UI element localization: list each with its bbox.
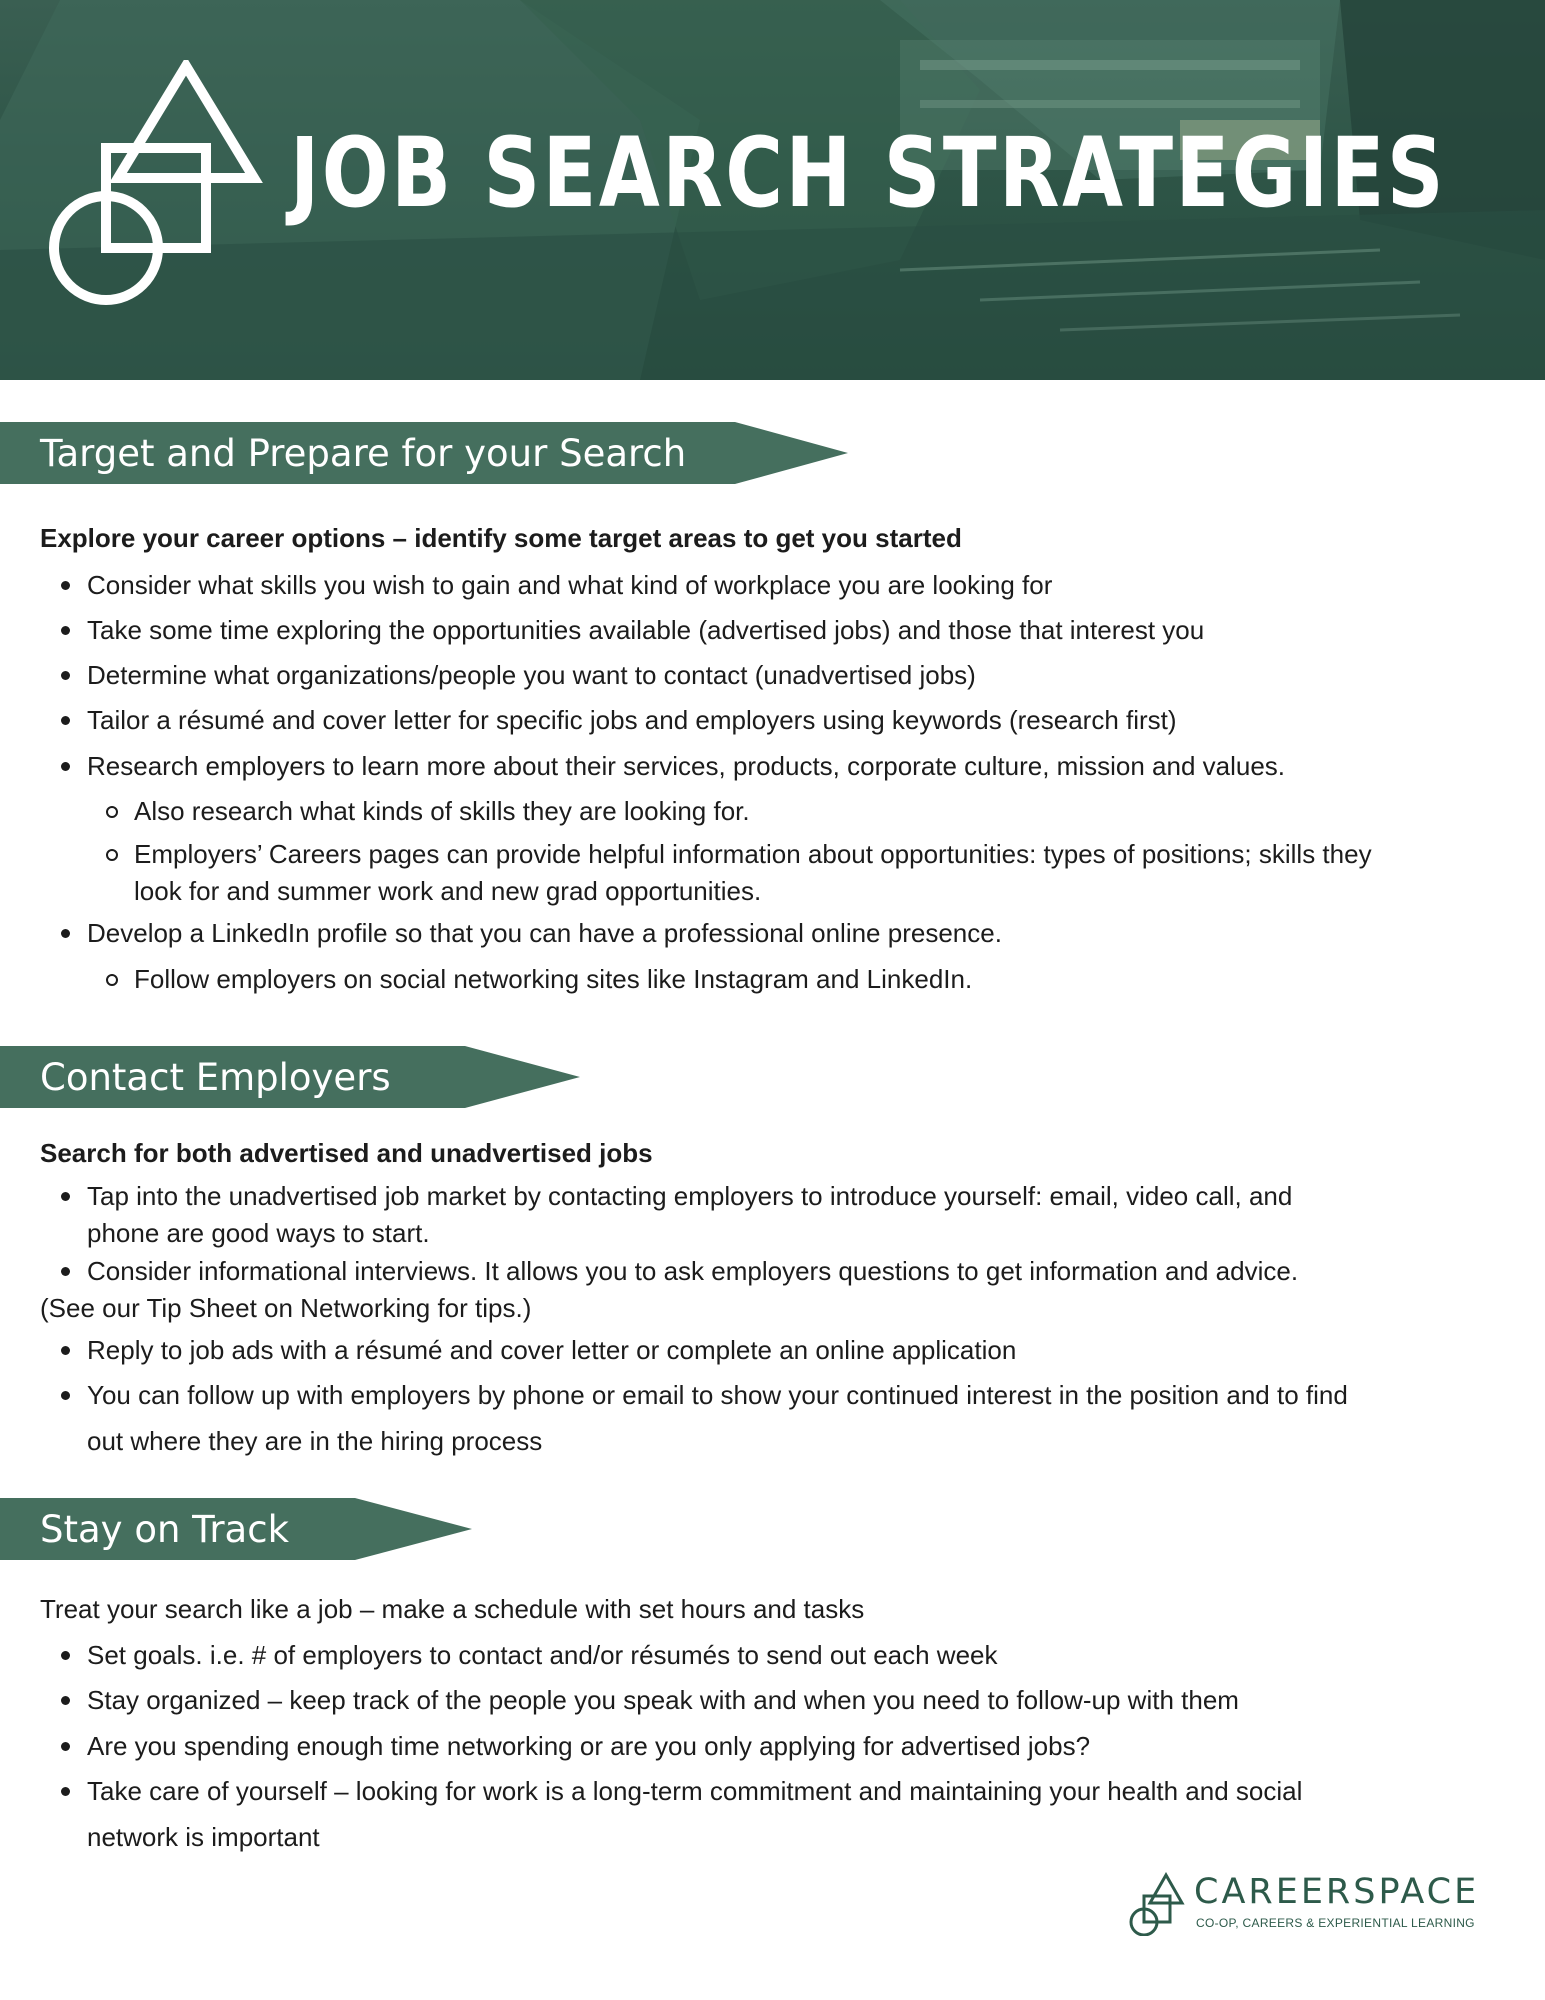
section-lead: Treat your search like a job – make a schedule with set hours and tasks: [40, 1594, 865, 1624]
sub-list-item: Employers’ Careers pages can provide helpful information about opportunities: types of positions; skills they: [134, 835, 1372, 873]
list-item: Consider informational interviews. It allows you to ask employers questions to get information and advice.: [87, 1252, 1298, 1290]
sub-list-item: Also research what kinds of skills they are looking for.: [134, 792, 750, 830]
list-item: Consider what skills you wish to gain and what kind of workplace you are looking for: [87, 566, 1052, 604]
section-heading: Contact Employers: [40, 1056, 391, 1099]
list-item: Tap into the unadvertised job market by contacting employers to introduce yourself: email, video call, and: [87, 1177, 1292, 1215]
list-item: Are you spending enough time networking or are you only applying for advertised jobs?: [87, 1727, 1090, 1765]
section-banner-contact: [0, 1046, 590, 1108]
careerspace-shapes-icon: [1128, 1872, 1188, 1936]
list-item: Set goals. i.e. # of employers to contact and/or résumés to send out each week: [87, 1636, 998, 1674]
section-heading: Stay on Track: [40, 1508, 289, 1551]
list-item-continued: phone are good ways to start.: [87, 1218, 430, 1248]
section-lead: Search for both advertised and unadvertised jobs: [40, 1138, 653, 1168]
header-banner: [0, 0, 1545, 380]
list-item: Reply to job ads with a résumé and cover letter or complete an online application: [87, 1331, 1016, 1369]
page-title: JOB SEARCH STRATEGIES: [290, 117, 1447, 229]
list-item: Take some time exploring the opportunities available (advertised jobs) and those that interest you: [87, 611, 1204, 649]
section-lead: Explore your career options – identify some target areas to get you started: [40, 523, 962, 553]
sub-list-item: Follow employers on social networking sites like Instagram and LinkedIn.: [134, 960, 972, 998]
list-item: Determine what organizations/people you want to contact (unadvertised jobs): [87, 656, 976, 694]
list-item: You can follow up with employers by phone or email to show your continued interest in the position and to find: [87, 1376, 1348, 1414]
list-item: Research employers to learn more about their services, products, corporate culture, mission and values.: [87, 747, 1285, 785]
list-note: (See our Tip Sheet on Networking for tips.): [40, 1293, 532, 1323]
list-item-continued: out where they are in the hiring process: [87, 1426, 543, 1456]
section-banner-stay-on-track: [0, 1498, 480, 1560]
section-heading: Target and Prepare for your Search: [40, 432, 687, 475]
brand-name: CAREERSPACE: [1194, 1872, 1480, 1912]
sub-list-item-continued: look for and summer work and new grad opportunities.: [134, 876, 762, 906]
brand-tagline: CO-OP, CAREERS & EXPERIENTIAL LEARNING: [1196, 1916, 1475, 1930]
list-item: Take care of yourself – looking for work is a long-term commitment and maintaining your health and social: [87, 1772, 1302, 1810]
list-item: Develop a LinkedIn profile so that you can have a professional online presence.: [87, 914, 1002, 952]
section-banner-target: [0, 422, 850, 484]
list-item-continued: network is important: [87, 1822, 320, 1852]
list-item: Stay organized – keep track of the people you speak with and when you need to follow-up with them: [87, 1681, 1239, 1719]
logo-shapes-icon: [48, 60, 268, 310]
list-item: Tailor a résumé and cover letter for specific jobs and employers using keywords (research first): [87, 701, 1177, 739]
careerspace-logo: [1128, 1870, 1480, 1940]
